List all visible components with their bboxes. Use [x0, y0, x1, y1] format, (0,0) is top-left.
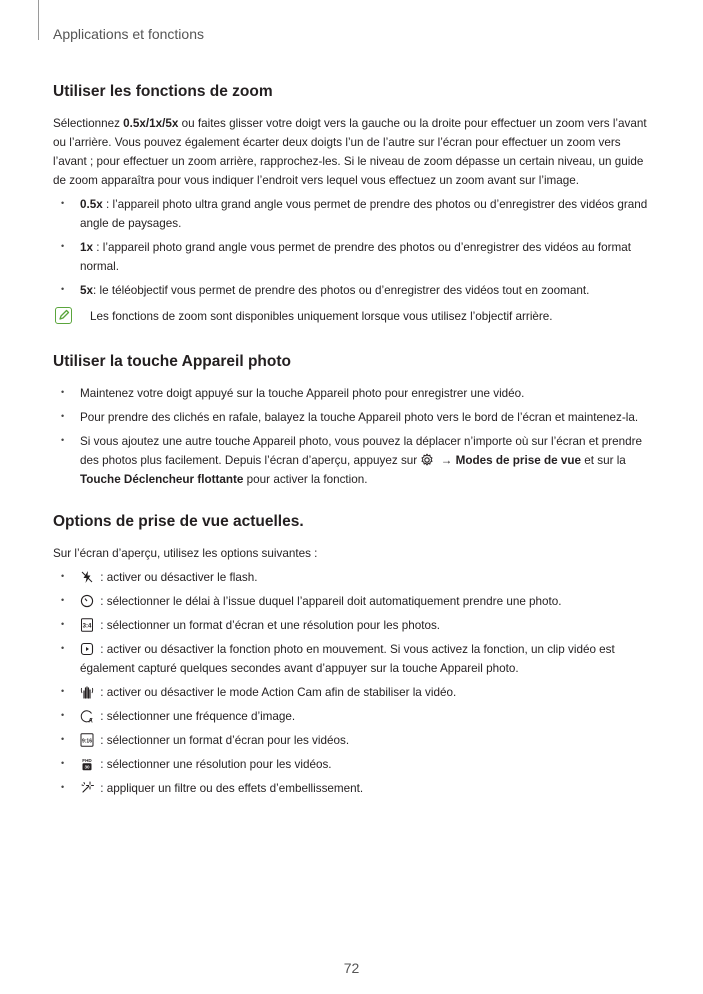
list-item: • 5x: le téléobjectif vous permet de prendre des photos ou d’enregistrer des vidéos tout en zoomant.: [53, 281, 648, 300]
video-ratio-icon: [80, 733, 94, 747]
video-ratio-icon-label: • 9:16: [81, 738, 93, 745]
flash-icon: [80, 570, 94, 584]
list-item: • 0.5x : l’appareil photo ultra grand angle vous permet de prendre des photos ou d’enregistrer des vidéos grand angle de paysages.: [53, 195, 648, 233]
list-item: • : activer ou désactiver la fonction photo en mouvement. Si vous activez la fonction, un clip vidéo est également capturé quelques secondes avant d’appuyer sur la touche Appareil photo.: [53, 640, 648, 678]
video-resolution-icon-label: • FHD: [82, 758, 92, 764]
touch-list: [53, 384, 648, 489]
list-item: • : sélectionner le délai à l’issue duquel l’appareil doit automatiquement prendre une photo.: [53, 592, 648, 611]
section-title-touch: Utiliser la touche Appareil photo: [53, 353, 291, 370]
action-cam-icon: [80, 685, 94, 699]
list-item: • Pour prendre des clichés en rafale, balayez la touche Appareil photo vers le bord de l’écran et maintenez-la.: [53, 408, 648, 427]
timer-icon: [80, 594, 94, 608]
list-item: • 1x : l’appareil photo grand angle vous permet de prendre des photos ou d’enregistrer des vidéos au format normal.: [53, 238, 648, 276]
list-item: • A : sélectionner une fréquence d’image.: [53, 707, 648, 726]
frame-rate-icon-label: • A: [88, 718, 93, 723]
list-item: • : activer ou désactiver le mode Action Cam afin de stabiliser la vidéo.: [53, 683, 648, 702]
page-content: [53, 82, 648, 798]
motion-photo-icon: [80, 642, 94, 656]
list-item: • FHD 30 : sélectionner une résolution pour les vidéos.: [53, 755, 648, 774]
gear-icon: [420, 453, 434, 467]
zoom-list: [53, 195, 648, 300]
section-title-zoom: Utiliser les fonctions de zoom: [53, 83, 273, 100]
list-item: • : activer ou désactiver le flash.: [53, 568, 648, 587]
list-item: • 9:16 : sélectionner un format d’écran pour les vidéos.: [53, 731, 648, 750]
video-resolution-icon: [80, 757, 94, 771]
note-pencil-icon: [55, 307, 72, 324]
list-item: • 3:4 : sélectionner un format d’écran et une résolution pour les photos.: [53, 616, 648, 635]
ratio-icon: [80, 618, 94, 632]
zoom-intro: Sélectionnez 0.5x/1x/5x ou faites glisser votre doigt vers la gauche ou la droite pour effectuer un zoom vers l’avant ou l’arrière. Vous pouvez également écarter deux doigts l’un de l’autre sur l’écran pour effectuer un zoom vers l’avant ; pour effectuer un zoom arrière, rapprochez-les. Si le niveau de zoom dépasse un certain niveau, un guide de zoom apparaîtra pour vous indiquer l’endroit vers lequel vous effectuez un zoom avant sur l’image.: [53, 117, 647, 187]
filter-icon: [80, 781, 94, 795]
options-list: [53, 568, 648, 798]
section-title-options: Options de prise de vue actuelles.: [53, 513, 304, 530]
list-item: • Maintenez votre doigt appuyé sur la touche Appareil photo pour enregistrer une vidéo.: [53, 384, 648, 403]
page-header: Applications et fonctions: [53, 26, 204, 42]
options-intro: Sur l’écran d’aperçu, utilisez les options suivantes :: [53, 547, 318, 560]
ratio-icon-label: • 3:4: [82, 623, 92, 630]
list-item: • Si vous ajoutez une autre touche Appareil photo, vous pouvez la déplacer n’importe où sur l’écran et prendre des photos plus facilement. Depuis l’écran d’aperçu, appuyez sur → Modes de prise de vue et sur la Touche Déclencheur flottante pour activer la fonction.: [53, 432, 648, 489]
list-item: • : appliquer un filtre ou des effets d’embellissement.: [53, 779, 648, 798]
zoom-note: Les fonctions de zoom sont disponibles uniquement lorsque vous utilisez l’objectif arrière.: [53, 307, 648, 326]
video-resolution-icon-fps: 30: [84, 764, 90, 770]
header-rule: [38, 0, 39, 40]
page-number: 72: [343, 960, 360, 976]
frame-rate-icon: [80, 709, 94, 723]
